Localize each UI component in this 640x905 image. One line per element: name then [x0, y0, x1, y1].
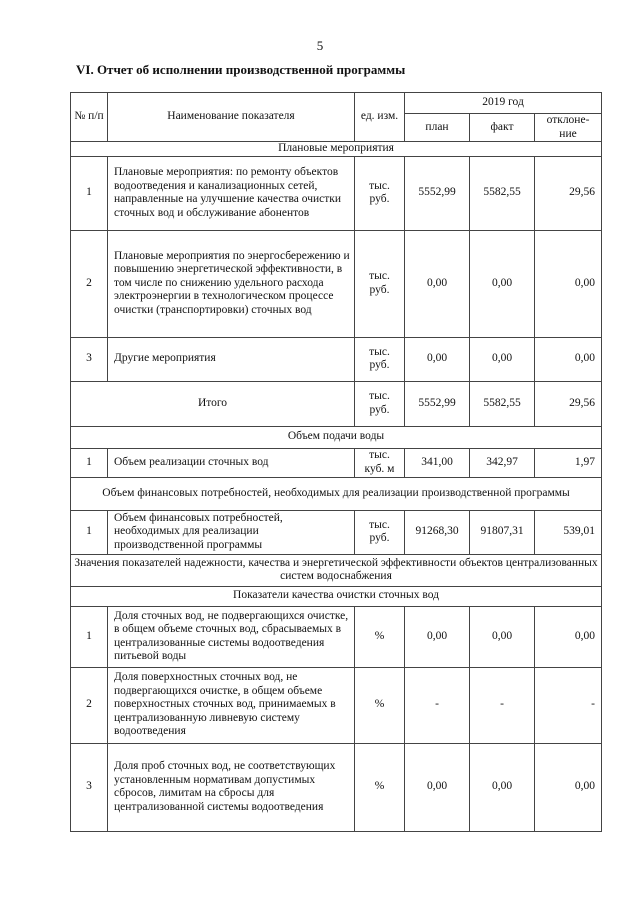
total-fact: 5582,55 [470, 381, 535, 426]
header-plan: план [405, 114, 470, 142]
row-fact: 0,00 [470, 743, 535, 831]
row-fact: 0,00 [470, 230, 535, 337]
row-name: Плановые мероприятия: по ремонту объектов водоотведения и канализационных сетей, направленные на улучшение качества очистки сточных вод и обслуживание абонентов [108, 156, 355, 230]
row-unit: тыс. руб. [355, 510, 405, 554]
section-row [71, 554, 602, 586]
row-fact: 91807,31 [470, 510, 535, 554]
table-row [71, 667, 602, 743]
total-plan: 5552,99 [405, 381, 470, 426]
row-fact: - [470, 667, 535, 743]
total-unit: тыс. руб. [355, 381, 405, 426]
section-finance: Объем финансовых потребностей, необходимых для реализации производственной программы [71, 477, 602, 510]
row-unit: % [355, 667, 405, 743]
table-row [71, 230, 602, 337]
row-name: Доля проб сточных вод, не соответствующих установленным нормативам допустимых сбросов, лимитам на сбросы для централизованной системы водоотведения [108, 743, 355, 831]
total-row [71, 381, 602, 426]
table-row [71, 510, 602, 554]
section-quality: Показатели качества очистки сточных вод [71, 586, 602, 606]
row-deviation: 1,97 [535, 448, 602, 477]
section-row [71, 586, 602, 606]
row-name: Другие мероприятия [108, 337, 355, 381]
header-deviation: отклоне-ние [535, 114, 602, 142]
production-program-report-table [70, 92, 602, 832]
section-row [71, 142, 602, 157]
table-row [71, 606, 602, 667]
row-deviation: 539,01 [535, 510, 602, 554]
header-unit: ед. изм. [355, 93, 405, 142]
row-plan: 341,00 [405, 448, 470, 477]
row-plan: 0,00 [405, 230, 470, 337]
row-number: 1 [71, 448, 108, 477]
header-num: № п/п [71, 93, 108, 142]
row-deviation: 29,56 [535, 156, 602, 230]
header-name: Наименование показателя [108, 93, 355, 142]
row-unit: тыс. куб. м [355, 448, 405, 477]
row-plan: 0,00 [405, 606, 470, 667]
section-water-volume: Объем подачи воды [71, 426, 602, 448]
table-row [71, 337, 602, 381]
row-plan: 0,00 [405, 337, 470, 381]
row-name: Доля поверхностных сточных вод, не подвергающихся очистке, в общем объеме поверхностных сточных вод, принимаемых в централизованную ливневую систему водоотведения [108, 667, 355, 743]
table-row [71, 448, 602, 477]
row-plan: - [405, 667, 470, 743]
section-planned: Плановые мероприятия [71, 142, 602, 157]
row-fact: 0,00 [470, 337, 535, 381]
section-reliability: Значения показателей надежности, качества и энергетической эффективности объектов централизованных систем водоснабжения [71, 554, 602, 586]
row-plan: 0,00 [405, 743, 470, 831]
header-fact: факт [470, 114, 535, 142]
total-deviation: 29,56 [535, 381, 602, 426]
row-name: Плановые мероприятия по энергосбережению и повышению энергетической эффективности, в том числе по снижению удельного расхода электроэнергии в технологическом процессе очистки (транспортировки) сточных вод [108, 230, 355, 337]
section-title: VI. Отчет об исполнении производственной программы [76, 62, 406, 77]
header-year: 2019 год [405, 93, 602, 114]
header-row-1 [71, 93, 602, 114]
row-unit: тыс. руб. [355, 230, 405, 337]
table-row [71, 156, 602, 230]
row-number: 2 [71, 667, 108, 743]
page-number: 5 [316, 38, 324, 53]
table-row [71, 743, 602, 831]
row-unit: тыс. руб. [355, 337, 405, 381]
row-unit: % [355, 743, 405, 831]
row-number: 2 [71, 230, 108, 337]
section-row [71, 477, 602, 510]
row-plan: 91268,30 [405, 510, 470, 554]
row-name: Доля сточных вод, не подвергающихся очистке, в общем объеме сточных вод, сбрасываемых в централизованные системы водоотведения питьевой воды [108, 606, 355, 667]
row-name: Объем финансовых потребностей, необходимых для реализации производственной программы [108, 510, 355, 554]
row-fact: 342,97 [470, 448, 535, 477]
row-number: 3 [71, 743, 108, 831]
row-unit: тыс. руб. [355, 156, 405, 230]
row-plan: 5552,99 [405, 156, 470, 230]
row-number: 1 [71, 606, 108, 667]
row-deviation: 0,00 [535, 606, 602, 667]
row-fact: 0,00 [470, 606, 535, 667]
row-name: Объем реализации сточных вод [108, 448, 355, 477]
row-unit: % [355, 606, 405, 667]
row-number: 1 [71, 156, 108, 230]
row-deviation: 0,00 [535, 230, 602, 337]
section-row [71, 426, 602, 448]
row-deviation: 0,00 [535, 743, 602, 831]
row-fact: 5582,55 [470, 156, 535, 230]
row-number: 1 [71, 510, 108, 554]
row-number: 3 [71, 337, 108, 381]
total-label: Итого [71, 381, 355, 426]
row-deviation: 0,00 [535, 337, 602, 381]
row-deviation: - [535, 667, 602, 743]
